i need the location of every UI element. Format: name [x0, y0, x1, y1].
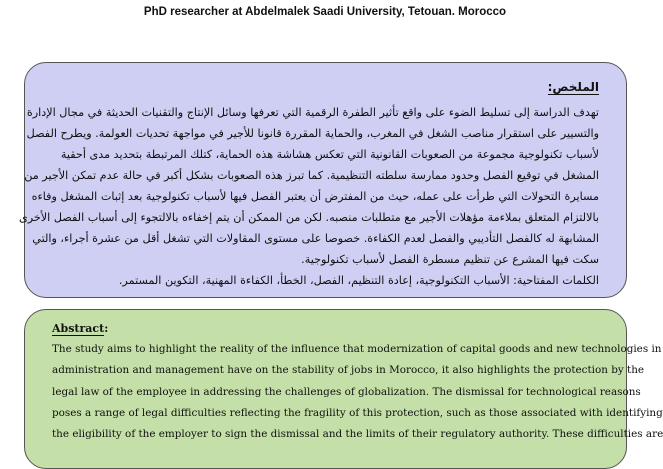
arabic-abstract-line: سكت فيها المشرع عن تنظيم مسطرة الفصل لأسباب تكنولوجية.	[301, 253, 599, 266]
arabic-abstract-heading: الملخص:	[547, 80, 599, 94]
arabic-abstract-box	[18, 62, 627, 298]
english-abstract-box	[24, 309, 663, 469]
arabic-abstract-line: المشابهة له كالفصل التأديبي والفصل لعدم الكفاءة. خصوصا على مستوى المقاولات التي تشغل أقل من عشرة أجراء، والتي	[32, 232, 599, 245]
arabic-abstract-line: والتسيير على استقرار مناصب الشغل في المغرب، والحماية المقررة قانونا للأجير في مواجهة تحديات العولمة. ويطرح الفصل	[26, 127, 599, 140]
arabic-abstract-line: تهدف الدراسة إلى تسليط الضوء على واقع تأثير الطفرة الرقمية التي تعرفها وسائل الإنتاج والتقنيات الحديثة في مجال الإدارة	[26, 106, 599, 119]
english-abstract-heading: Abstract:	[52, 322, 109, 335]
arabic-abstract-line: لأسباب تكنولوجية مجموعة من الصعوبات القانونية التي تعكس هشاشة هذه الحماية، كتلك المرتبطة بتحديد مدى أحقية	[60, 148, 599, 161]
english-abstract-line: administration and management have on the stability of jobs in Morocco, it also highlights the protection by the	[52, 364, 645, 377]
english-abstract-line: legal law of the employee in addressing the challenges of globalization. The dismissal for technological reasons	[52, 385, 641, 398]
english-abstract-line: poses a range of legal difficulties reflecting the fragility of this protection, such as those associated with identifying	[52, 406, 663, 419]
author-affiliation: PhD researcher at Abdelmalek Saadi University, Tetouan. Morocco	[143, 6, 507, 18]
arabic-abstract-line: مسايرة التحولات التي طرأت على عمله، حيث من المفترض أن يعتبر الفصل فيها لأسباب تكنولوجية بعد إثبات المشغل وفاءه	[31, 190, 599, 203]
english-abstract-line: The study aims to highlight the reality of the influence that modernization of capital goods and new technologies in	[52, 343, 662, 355]
english-abstract-line: the eligibility of the employer to sign the dismissal and the limits of their regulatory authority. These difficulties are	[52, 428, 663, 441]
arabic-abstract-line: المشغل في توقيع الفصل وحدود ممارسة سلطته التنظيمية. كما تبرز هذه الصعوبات بشكل أكبر في حالة عدم تمكن الأجير من	[24, 169, 599, 182]
arabic-abstract-line: بالالتزام المتعلق بملاءمة مؤهلات الأجير مع متطلبات منصبه. لكن من الممكن أن يتم إخفاءه بالالتجوء إلى أسباب الفصل الأخرى	[18, 211, 599, 224]
arabic-keywords: الكلمات المفتاحية: الأسباب التكنولوجية، إعادة التنظيم، الفصل، الخطأ، الكفاءة المهنية، التكوين المستمر.	[118, 274, 599, 287]
